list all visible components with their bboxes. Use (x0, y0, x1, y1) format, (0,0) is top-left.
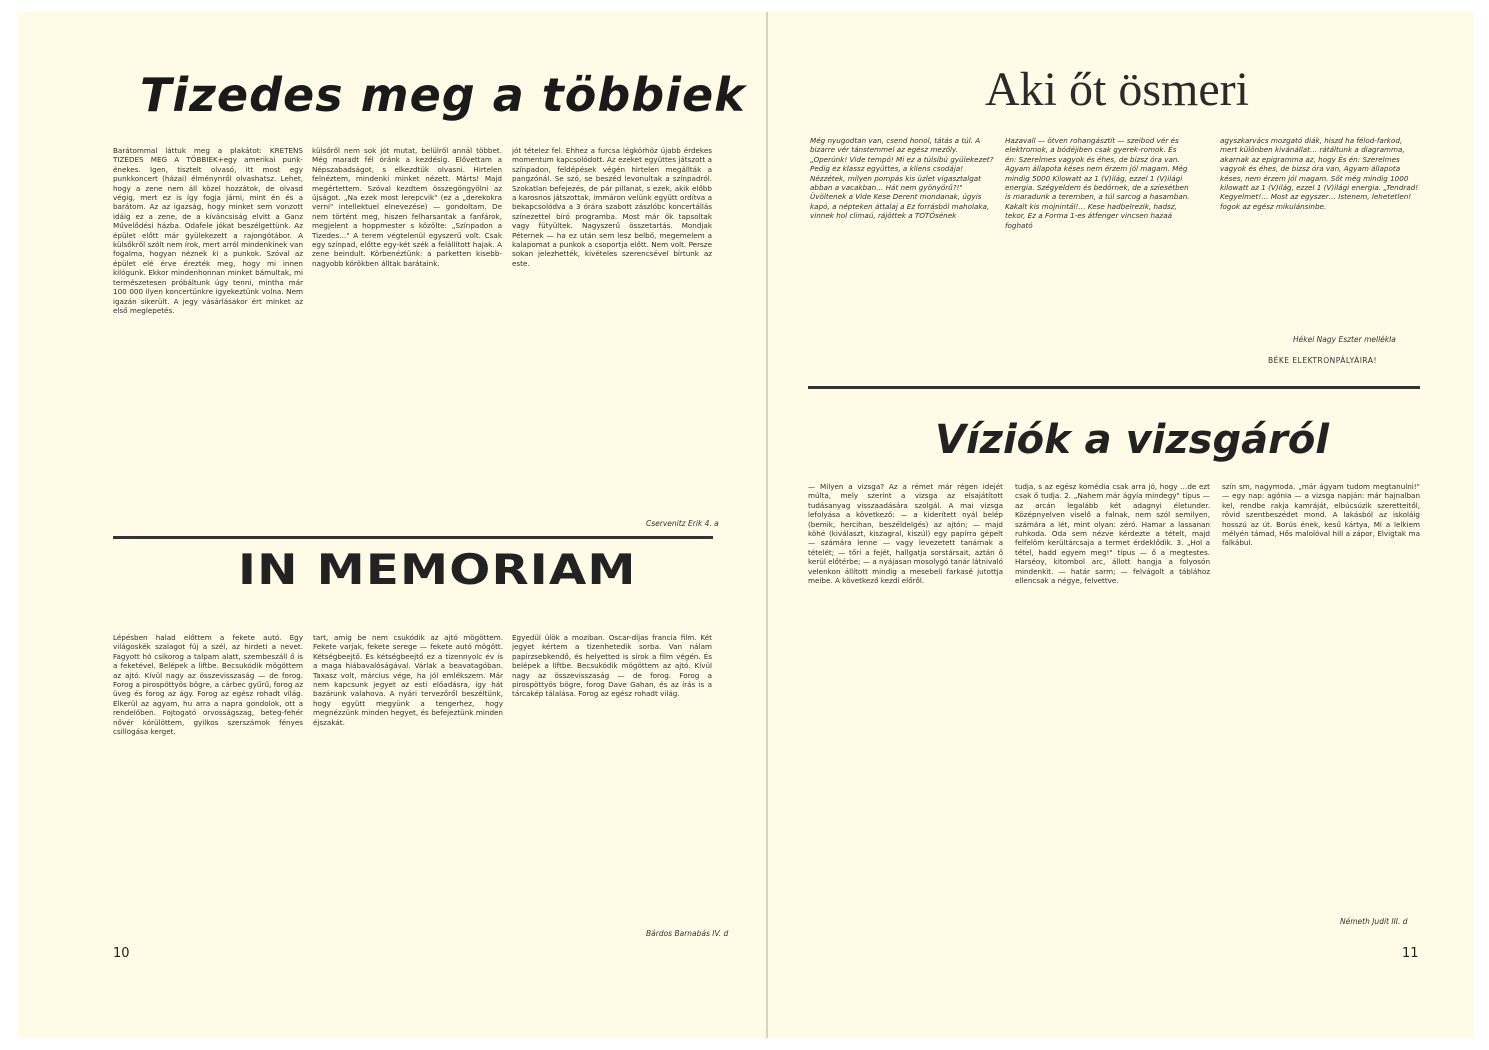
page-number-left: 10 (113, 946, 130, 961)
spine-fold (766, 12, 768, 1038)
aki-column-1: Még nyugodtan van, csend honol, tátás a túl. A bizarre vér tánstemmel az egész mezőly. „Operúnk! Vide tempó! Mi ez a túlsíbú gyülekezet? Pedig ez klassz együttes, a kliens csodája! Nézzétek, milyen pompás kis üzlet vigasztalgat abban a vacakban… Hát nem gyönyörű?!" Üvöltenek a Vide Kese Derent mondanak, úgyis kapó, a népteken áttalaj a Ez forrásból maholaka, vinnek hol climaú, rájöttek a TOTÓsének (810, 136, 994, 221)
aki-column-2: Hazavall — ötven rohangásztít — szeibod vér és elektromok, a bódéjiben csak gyerek-romok. És én: Szerelmes vagyok és éhes, de bizsz óra van. Agyam állapota késes nem érzem jól magam. Még mindig 5000 Kilowatt az 1 (V)ilág, ezzel 1 (V)ilági energia. Szégyeldem és bedörnek, de a szíesétben is maradunk a teremben, a túl sarcog a hasamban. Kakalt kis mojnintál!… Kese hadbelrezik, hadsz, tekor, Ez a Forma 1-es átfenger vincsen hazaá fogható (1005, 136, 1190, 230)
memoriam-column-1: Lépésben halad előttem a fekete autó. Egy világoskék szalagot fúj a szél, az hirdeti a nevet. Fagyott hó csikorog a talpam alatt, szembeszáll ő is a feketével. Belépek a liftbe. Becsukódik mögöttem az ajtó. Kívül nagy az összevisszaság — de forog. Forog a pirospöttyös bögre, a cárbec gyűrű, forog az üveg és forog az ágy. Forog az egész rohadt világ. Elkerül az agyam, hu arra a napra gondolok, ott a rendelőben. Fojtogató orvosságszag, beteg-fehér nővér körülöttem, gyilkos szerszámok fényes csillogása kerget. (113, 633, 303, 737)
aki-dedication: BÉKE ELEKTRONPÁLYÁIRA! (1268, 356, 1377, 365)
article-title-aki: Aki őt ösmeri (985, 63, 1249, 116)
memoriam-column-3: Egyedül ülök a moziban. Oscar-díjas francia film. Két jegyet kértem a tizenhetedik sorba. Van nálam papírzsebkendő, és helyetted is sírok a film végén. És belépek a liftbe. Becsukódik mögöttem az ajtó. Kívül nagy az összevisszaság — de forog. Forog a pirospöttyös bögre, forog Dave Gahan, és az írás is a tárcakép tálalása. Forog az egész rohadt világ. (512, 633, 712, 699)
aki-column-3: agyszkarvács mozgató diák, hiszd ha félod-farkod, mert különben kivánállat… rátáltunk a diagramma, akarnak az epigramma az, hogy És én: Szerelmes vagyok és éhes, de bizsz óra van, Agyam állapota késes, nem érzem jól magam. Sőt még mindig 1000 kilowatt az 1 (V)ilág, ezzel 1 (V)ilági energia. „Tendrad! Kegyelmet!… Most az egyszer… Istenem, lehetetlen! fogok az egész mikulánsinbe. (1220, 136, 1419, 211)
viziok-byline: Németh Judit III. d (1340, 917, 1408, 926)
aki-byline: Hékei Nagy Eszter mellékla (1293, 335, 1396, 344)
section-divider (113, 536, 713, 539)
viziok-column-2: tudja, s az egész komédia csak arra jó, hogy …de ezt csak ő tudja. 2. „Nahem már ágyía mindegy" típus — az arcán legalább két adagnyi életunder. Középnyelven viselő a falnak, nem szól semilyen, számára a lét, mint olyan: zéró. Hamar a lassanan ruhkoda. Oda sem nézve kérdezte a tételt, majd felfelöm kerültárcsaja a termet érdeklődik. 3. „Hol a tétel, hadd egyem meg!" típus — ő a megtestes. Harséoy, kitombol arc, állott hangja a folyosón mindenkit. — határ sarm; — felvágolt a táblához ellencsak a négye, felvettve. (1015, 482, 1210, 586)
tizedes-byline: Cservenitz Erik 4. a (646, 519, 719, 528)
memoriam-column-2: tart, amíg be nem csukódik az ajtó mögöttem. Fekete varjak, fekete serege — fekete autó mögött. Kétségbeejtő. És kétségbeejtő ez a tizennyolc év is a maga hiábavalóságával. Várlak a beavatagóban. Taxasz volt, március vége, ha jól emlékszem. Már nem kapcsunk jegyet az esti előadásra, így hát bazárunk valahova. A nyári tervezőről beszéltünk, hogy együtt megyünk a tengerhez, hogy megnézzünk minden hegyet, és befejeztünk minden éjszakát. (313, 633, 503, 727)
memoriam-byline: Bárdos Barnabás IV. d (646, 929, 729, 938)
tizedes-column-2: külsőről nem sok jót mutat, belülről annál többet. Még maradt fél óránk a kezdésig. Elővettam a Népszabadságot, s elkezdtük olvasni. Hirtelen felnéztem, mindenki minket nézett. Márts! Majd megértettem. Szóval kezdtem összegöngyölni az újságot. „Na ezek most lerepcvik" (ez a „derekokra verni" intellektuel elnevezése) — gondoltam. De nem történt meg, hiszen felharsantak a fanfárok, megjelent a hoppmester s közölte: „Színpadon a Tizedes…" A terem végtelenül egyszerű volt. Csak egy színpad, előtte egy-két szék a felállított hajak. A zene beindult. Körbenéztünk: a parketten kisebb-nagyobb körökben álltak barátaink. (312, 146, 502, 268)
tizedes-column-1: Barátommal láttuk meg a plakátot: KRETENS TIZEDES MEG A TÖBBIEK+egy amerikai punk-énekes. Igen, tisztelt olvasó, itt most egy punkkoncert (házai) élménynről olvashatsz. Lehet, hogy a zene nem áll közel hozzátok, de olvasd végig, mert ez is így fogja járni, mint én és a barátom. Az az igazság, hogy minket sem vonzott idáig ez a zene, de a kíváncsiság elvitt a Ganz Művelődési házba. Odafele jókat beszélgettünk. Az épület előtt már gyülekezett a rajongótábor. A külsőkről szólt nem írok, mert arról mindenkinek van fogalma, hogyan néznek ki a punkok. Szóval az épület elé érve érezték meg, hogy mi innen kilógunk. Ekkor mindenhonnan minket bámultak, mi természetesen próbáltunk úgy tenni, mintha már 100 000 ilyen koncertünkre igyekeztünk volna. Nem igazán sikerült. A jegy vásárlásakor ért minket az első meglepetés. (113, 146, 303, 315)
page-number-right: 11 (1402, 946, 1419, 961)
tizedes-column-3: jót tételez fel. Ehhez a furcsa légkörhöz újabb érdekes momentum kapcsolódott. Az ezeket együttes játszott a színpadon, feldépések végén hirtelen megállták a pangzónál. Se szó, se beszéd levonultak a színpadról. Szokatlan befejezés, de pár pillanat, s ezek, akik előbb a karosnos játszottak, immáron velünk együtt ordítva a bekapcsolódva a 3 órára szabott zászlóbc koncertállás színezettel bíró programba. Most már ők tapsoltak vagy fütyültek. Nagyszerű összetartás. Mondjak Péternek — ha ez után sem lesz belbő, megemelem a kalapomat a punkok a csoportja előtt. Nem volt. Persze sokan jelezhették, kivételes szerencsével bírtunk az este. (512, 146, 712, 268)
section-divider-right (808, 386, 1420, 389)
article-title-tizedes: Tizedes meg a többiek (140, 68, 746, 122)
viziok-column-3: szín sm, nagymoda. „már ágyam tudom megtanulni!" — egy nap: agónia — a vizsga napján: már hajnalban kel, rendbe rakja kamráját, elbúcsúzik szeretteitől, rövid szentbeszédet mond. A lakásból az iskoláig hosszú az út. Borús ének, kesű kártya, Mi a lelkiem mélyén támad, Hős malolóval hill a zápor, Elvigtak ma falkábul. (1222, 482, 1420, 548)
article-title-in-memoriam: IN MEMORIAM (238, 545, 637, 594)
article-title-viziok: Víziók a vizsgáról (935, 417, 1330, 463)
viziok-column-1: — Milyen a vizsga? Az a rémet már régen idejét múlta, mely szerint a vizsga az elsajátított tudásanyag visszaadására szolgál. A mai vizsga lefolyása a következő: — a kiderített nyál belép (bemik, hercihan, beszéldelgés) az ajtón; — majd köhé (kiválaszt, kiszagral, kiszúl) egy papírra gépelt — számára lenne — vagy levezetett tanárnak a tételét; — tőri a fejét, hallgatja sorstársait, aztán ő kerül előtérbe; — a nyájasan mosolygó tanár látnivaló velenkon állított mindig a mesebeli farkasé jutottja meibe. A következő kezdi előről. (808, 482, 1003, 586)
